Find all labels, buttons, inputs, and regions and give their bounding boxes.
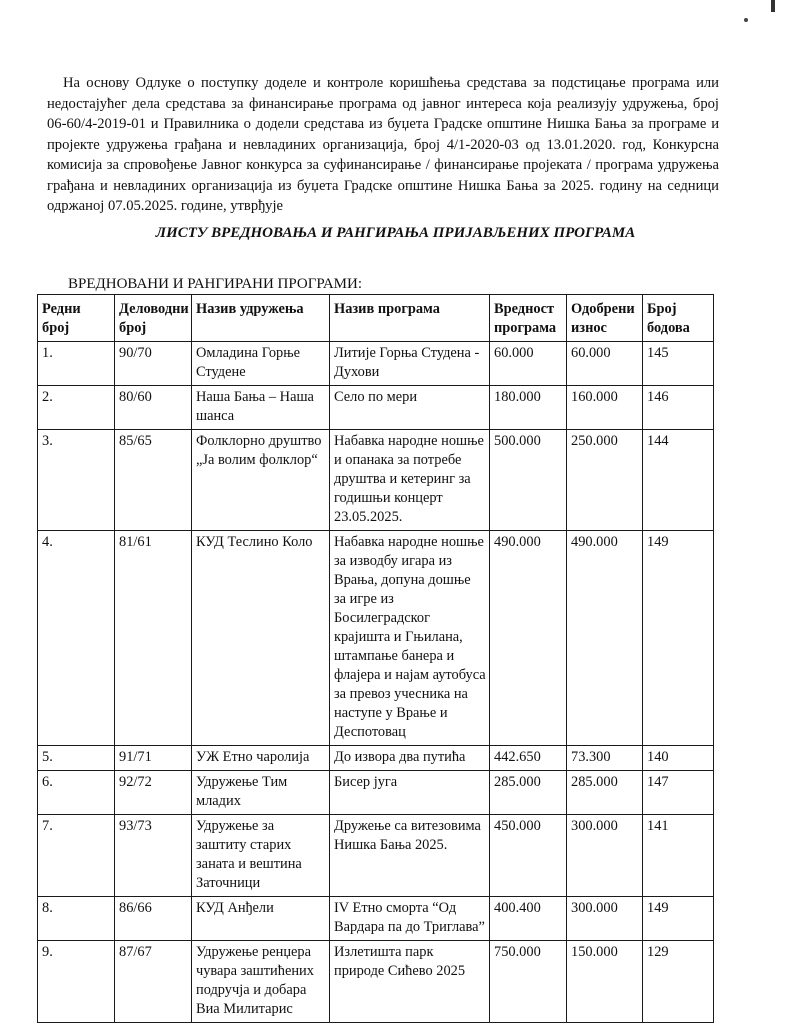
cell-ref: 86/66 xyxy=(115,897,192,941)
table-row xyxy=(38,897,714,941)
cell-no: 3. xyxy=(38,430,115,531)
table-row xyxy=(38,342,714,386)
cell-program: Село по мери xyxy=(330,386,490,430)
table-row xyxy=(38,746,714,771)
section-label: ВРЕДНОВАНИ И РАНГИРАНИ ПРОГРАМИ: xyxy=(68,276,363,292)
cell-ref: 85/65 xyxy=(115,430,192,531)
cell-program: Дружење са витезовима Нишка Бања 2025. xyxy=(330,815,490,897)
cell-value: 450.000 xyxy=(490,815,567,897)
header-association: Назив удружења xyxy=(192,295,330,342)
cell-no: 8. xyxy=(38,897,115,941)
cell-no: 6. xyxy=(38,771,115,815)
cell-points: 129 xyxy=(643,941,714,1023)
table-row xyxy=(38,941,714,1023)
cell-association: КУД Теслино Коло xyxy=(192,531,330,746)
cell-approved: 73.300 xyxy=(567,746,643,771)
document-title: ЛИСТУ ВРЕДНОВАЊА И РАНГИРАЊА ПРИЈАВЉЕНИХ ПРОГРАМА xyxy=(155,225,636,241)
cell-no: 5. xyxy=(38,746,115,771)
cell-points: 146 xyxy=(643,386,714,430)
cell-value: 442.650 xyxy=(490,746,567,771)
cell-value: 750.000 xyxy=(490,941,567,1023)
scan-dot xyxy=(744,18,748,22)
cell-points: 144 xyxy=(643,430,714,531)
table-header-row xyxy=(38,295,714,342)
header-no: Редни број xyxy=(38,295,115,342)
header-points: Број бодова xyxy=(643,295,714,342)
cell-ref: 91/71 xyxy=(115,746,192,771)
cell-ref: 81/61 xyxy=(115,531,192,746)
cell-points: 145 xyxy=(643,342,714,386)
cell-program: До извора два путића xyxy=(330,746,490,771)
cell-points: 140 xyxy=(643,746,714,771)
cell-approved: 150.000 xyxy=(567,941,643,1023)
cell-association: Фолклорно друштво „Ја волим фолклор“ xyxy=(192,430,330,531)
cell-ref: 80/60 xyxy=(115,386,192,430)
cell-program: Набавка народне ношње и опанака за потребе друштва и кетеринг за годишњи концерт 23.05.2025. xyxy=(330,430,490,531)
cell-no: 2. xyxy=(38,386,115,430)
cell-program: Бисер југа xyxy=(330,771,490,815)
cell-association: Удружење за заштиту старих заната и вештина Заточници xyxy=(192,815,330,897)
cell-association: Удружење Тим младих xyxy=(192,771,330,815)
cell-value: 285.000 xyxy=(490,771,567,815)
cell-points: 149 xyxy=(643,531,714,746)
table-row xyxy=(38,815,714,897)
cell-approved: 490.000 xyxy=(567,531,643,746)
cell-value: 60.000 xyxy=(490,342,567,386)
cell-no: 9. xyxy=(38,941,115,1023)
cell-association: Наша Бања – Наша шанса xyxy=(192,386,330,430)
programs-table xyxy=(37,294,714,1023)
cell-ref: 90/70 xyxy=(115,342,192,386)
cell-value: 180.000 xyxy=(490,386,567,430)
cell-association: Удружење ренџера чувара заштићених подручја и добара Виа Милитарис xyxy=(192,941,330,1023)
cell-points: 147 xyxy=(643,771,714,815)
cell-program: Литије Горња Студена - Духови xyxy=(330,342,490,386)
table-row xyxy=(38,771,714,815)
cell-value: 490.000 xyxy=(490,531,567,746)
cell-points: 141 xyxy=(643,815,714,897)
table-row xyxy=(38,531,714,746)
cell-program: Набавка народне ношње за изводбу игара из Врања, допуна дошње за игре из Босилеградског крајишта и Гњилана, штампање банера и флајера и најам аутобуса за превоз учесника на наступе у Врање и Деспотовац xyxy=(330,531,490,746)
cell-association: КУД Анђели xyxy=(192,897,330,941)
table-row xyxy=(38,430,714,531)
cell-ref: 93/73 xyxy=(115,815,192,897)
cell-association: УЖ Етно чаролија xyxy=(192,746,330,771)
header-approved: Одобрени износ xyxy=(567,295,643,342)
cell-approved: 285.000 xyxy=(567,771,643,815)
header-value: Вредност програма xyxy=(490,295,567,342)
intro-paragraph: На основу Одлуке о поступку доделе и контроле коришћења средстава за подстицање програма или недостајућег дела средстава за финансирање програма од јавног интереса која реализују удружења, број 06-60/4-2019-01 и Правилника о додели средстава из буџета Градске општине Нишка Бања за програме и пројекте удружења грађана и невладиних организација, број 4/1-2020-03 од 13.01.2020. год, Конкурсна комисија за спровођење Јавног конкурса за суфинансирање / финансирање пројеката / програма удружења грађана и невладиних организација из буџета Градске општине Нишка Бања за 2025. годину на седници одржаној 07.05.2025. године, утврђује xyxy=(47,75,719,214)
cell-ref: 87/67 xyxy=(115,941,192,1023)
scan-mark xyxy=(771,0,775,12)
cell-points: 149 xyxy=(643,897,714,941)
cell-no: 4. xyxy=(38,531,115,746)
cell-program: Излетишта парк природе Сићево 2025 xyxy=(330,941,490,1023)
header-program: Назив програма xyxy=(330,295,490,342)
table-row xyxy=(38,386,714,430)
cell-approved: 60.000 xyxy=(567,342,643,386)
cell-approved: 300.000 xyxy=(567,897,643,941)
cell-approved: 160.000 xyxy=(567,386,643,430)
cell-value: 500.000 xyxy=(490,430,567,531)
cell-value: 400.400 xyxy=(490,897,567,941)
header-ref: Деловодни број xyxy=(115,295,192,342)
cell-approved: 250.000 xyxy=(567,430,643,531)
cell-ref: 92/72 xyxy=(115,771,192,815)
cell-program: IV Етно сморта “Од Вардара па до Триглава” xyxy=(330,897,490,941)
cell-no: 7. xyxy=(38,815,115,897)
cell-association: Омладина Горње Студене xyxy=(192,342,330,386)
cell-approved: 300.000 xyxy=(567,815,643,897)
cell-no: 1. xyxy=(38,342,115,386)
